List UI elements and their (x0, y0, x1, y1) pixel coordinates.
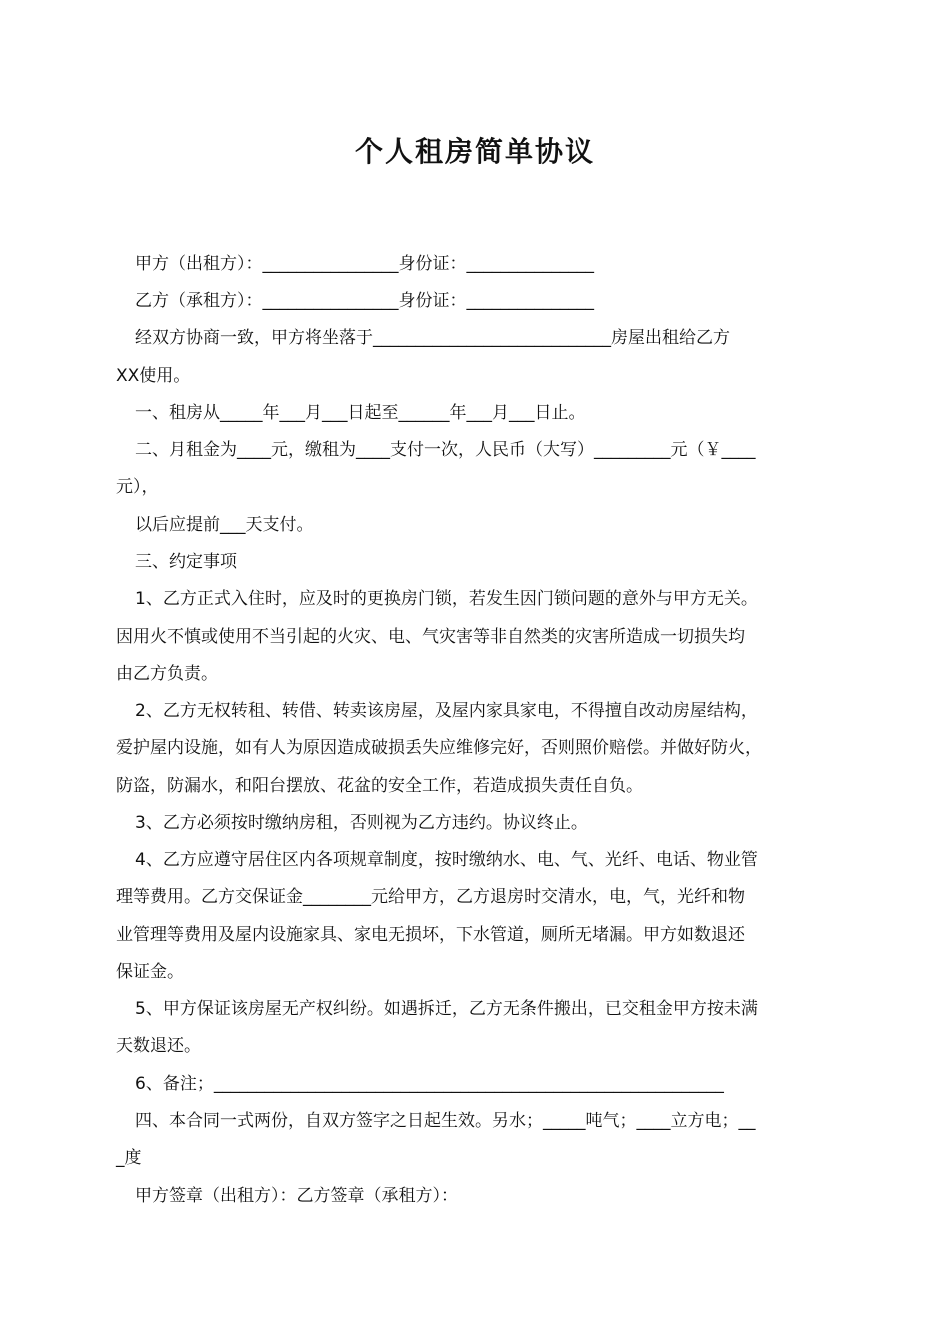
clause-four-line-1: 四、本合同一式两份，自双方签字之日起生效。另水；_____吨气；____立方电；__ (135, 1111, 756, 1131)
item-2-line-2: 爱护屋内设施，如有人为原因造成破损丢失应维修完好，否则照价赔偿。并做好防火， (116, 738, 762, 758)
item-4-line-4: 保证金。 (116, 962, 184, 982)
item-5-line-1: 5、甲方保证该房屋无产权纠纷。如遇拆迁，乙方无条件搬出，已交租金甲方按未满 (135, 999, 758, 1019)
premises-line: 经双方协商一致，甲方将坐落于____________________________房屋出租给乙方 (135, 328, 730, 348)
party-a-line: 甲方（出租方）：________________身份证：_______________ (135, 254, 594, 274)
clause-two-rent-cont: 元）， (116, 477, 159, 497)
clause-two-rent: 二、月租金为____元，缴租为____支付一次，人民币（大写）_________元（￥____ (135, 440, 756, 460)
party-b-line: 乙方（承租方）：________________身份证：_______________ (135, 291, 594, 311)
item-3-line: 3、乙方必须按时缴纳房租，否则视为乙方违约。协议终止。 (135, 813, 588, 833)
clause-four-line-2: _度 (116, 1148, 142, 1168)
signature-line: 甲方签章（出租方）：乙方签章（承租方）： (135, 1186, 458, 1206)
item-2-line-1: 2、乙方无权转租、转借、转卖该房屋，及屋内家具家电，不得擅自改动房屋结构， (135, 701, 758, 721)
item-5-line-2: 天数退还。 (116, 1036, 201, 1056)
item-2-line-3: 防盗，防漏水，和阳台摆放、花盆的安全工作，若造成损失责任自负。 (116, 776, 643, 796)
item-1-line-3: 由乙方负责。 (116, 664, 218, 684)
advance-payment-line: 以后应提前___天支付。 (135, 515, 314, 535)
document-title: 个人租房简单协议 (354, 135, 595, 168)
item-6-remarks: 6、备注；____________________________________________________________ (135, 1074, 724, 1094)
item-4-line-3: 业管理等费用及屋内设施家具、家电无损坏，下水管道，厕所无堵漏。甲方如数退还 (116, 925, 745, 945)
item-1-line-1: 1、乙方正式入住时，应及时的更换房门锁，若发生因门锁问题的意外与甲方无关。 (135, 589, 758, 609)
item-1-line-2: 因用火不慎或使用不当引起的火灾、电、气灾害等非自然类的灾害所造成一切损失均 (116, 627, 745, 647)
clause-one-term: 一、租房从_____年___月___日起至______年___月___日止。 (135, 403, 586, 423)
premises-line-cont: XX使用。 (116, 366, 191, 386)
item-4-line-2: 理等费用。乙方交保证金________元给甲方，乙方退房时交清水，电，气，光纤和物 (116, 887, 745, 907)
clause-three-heading: 三、约定事项 (135, 552, 237, 572)
item-4-line-1: 4、乙方应遵守居住区内各项规章制度，按时缴纳水、电、气、光纤、电话、物业管 (135, 850, 758, 870)
